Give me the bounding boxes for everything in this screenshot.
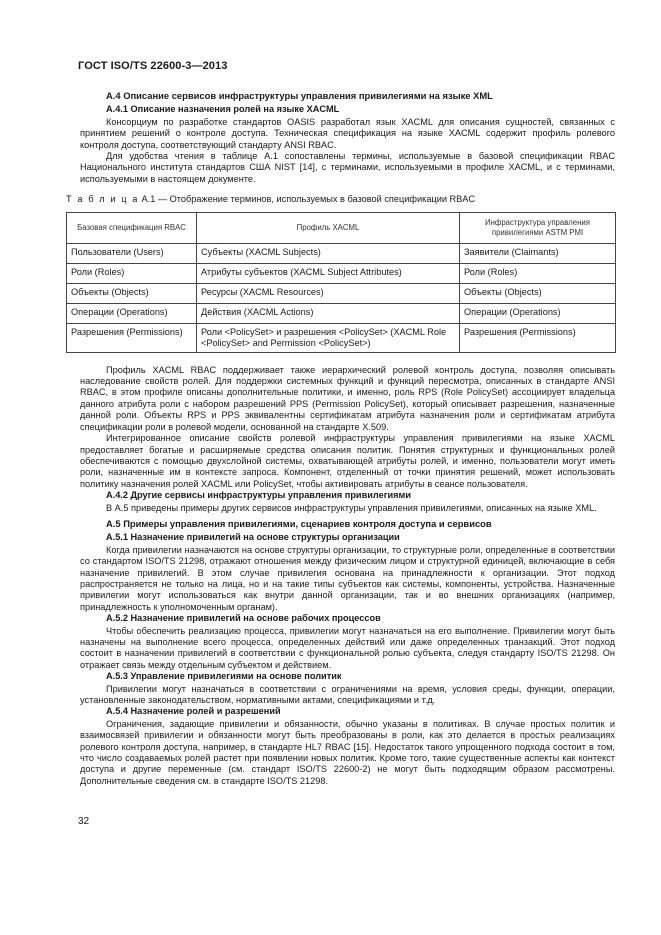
page-number: 32 bbox=[78, 816, 90, 827]
table-cell: Атрибуты субъектов (XACML Subject Attributes) bbox=[197, 263, 460, 283]
section-a52-heading: A.5.2 Назначение привилегий на основе рабочих процессов bbox=[106, 613, 381, 624]
table-caption bbox=[66, 194, 615, 205]
table-cell: Операции (Operations) bbox=[460, 303, 616, 323]
table-cell: Операции (Operations) bbox=[67, 303, 197, 323]
header-rbac: Базовая спецификация RBAC bbox=[67, 212, 197, 243]
a41-paragraph-1: Консорциум по разработке стандартов OASIS разработал язык XACML для описания сущностей, связанных с принятием решений о контроле доступа. Техническая спецификация на языке XACML содержит профиль ролевого контроля доступа, соответствующий стандарту ANSI RBAC. bbox=[80, 116, 615, 150]
section-a41-heading: A.4.1 Описание назначения ролей на языке XACML bbox=[106, 104, 340, 115]
a53-paragraph: Привилегии могут назначаться в соответствии с ограничениями на время, условия среды, функции, операции, установленные законодательством, нормативными актами, спецификациями и т.д. bbox=[80, 683, 615, 706]
table-row bbox=[67, 323, 616, 352]
table-cell: Субъекты (XACML Subjects) bbox=[197, 243, 460, 263]
header-pmi: Инфраструктура управления привилегиями ASTM PMI bbox=[460, 212, 616, 243]
section-a42-heading: A.4.2 Другие сервисы инфраструктуры управления привилегиями bbox=[106, 490, 411, 501]
table-cell: Роли <PolicySet> и разрешения <PolicySet> (XACML Role <PolicySet> and Permission <PolicySet>) bbox=[197, 323, 460, 352]
section-a51-heading: A.5.1 Назначение привилегий на основе структуры организации bbox=[106, 532, 400, 543]
table-cell: Заявители (Claimants) bbox=[460, 243, 616, 263]
table-cell: Пользователи (Users) bbox=[67, 243, 197, 263]
table-cell: Роли (Roles) bbox=[67, 263, 197, 283]
table-cell: Роли (Roles) bbox=[460, 263, 616, 283]
section-a53-heading: A.5.3 Управление привилегиями на основе политик bbox=[106, 671, 342, 682]
table-cell: Действия (XACML Actions) bbox=[197, 303, 460, 323]
page-content bbox=[66, 90, 615, 787]
table-row bbox=[67, 243, 616, 263]
integrated-description-paragraph: Интегрированное описание свойств ролевой инфраструктуры управления привилегиями на языке XACML предоставляет богатые и расширяемые средства описания политик. Понятия структурных и функциональных ролей обеспечиваются с помощью двухслойной системы, охватывающей атрибуты ролей, и именно, пользователи могут иметь роли, назначенные им в контексте запроса. Компонент, отделенный от точки принятия решений, может использовать политику назначения ролей XACML или PolicySet, чтобы активировать атрибуты в сеансе пользователя. bbox=[80, 433, 615, 489]
table-cell: Разрешения (Permissions) bbox=[460, 323, 616, 352]
section-a4-heading: A.4 Описание сервисов инфраструктуры управления привилегиями на языке XML bbox=[106, 90, 493, 101]
a51-paragraph: Когда привилегии назначаются на основе структуры организации, то структурные роли, определенные в соответствии со стандартом ISO/TS 21298, отражают отношения между физическим лицом и структурной единицей, включающие в себя назначение привилегий. В этом случае привилегия основана на принадлежности к организации. Этот подход распространяется не только на лица, но и на такие типы субъектов как системы, компоненты, устройства. Назначенные привилегии могут использоваться как внутри данной организации, так и во внешних организациях (например, принадлежность к уполномоченным органам). bbox=[80, 544, 615, 612]
table-caption-label: Т а б л и ц а bbox=[66, 194, 139, 205]
section-a5-heading: A.5 Примеры управления привилегиями, сценариев контроля доступа и сервисов bbox=[106, 517, 492, 529]
table-row bbox=[67, 263, 616, 283]
header-xacml: Профиль XACML bbox=[197, 212, 460, 243]
terms-mapping-table bbox=[66, 212, 616, 353]
a42-paragraph: В А.5 приведены примеры других сервисов инфраструктуры управления привилегиями, описанных на языке XML. bbox=[106, 502, 597, 513]
xacml-rbac-paragraph: Профиль XACML RBAC поддерживает также иерархический ролевой контроль доступа, позволяя описывать наследование свойств ролей. Для поддержки системных функций и функций пересмотра, описанных в стандарте ANSI RBAC, в этом профиле описаны дополнительные политики, и именно, роль RPS (Role PolicySet) ассоциирует владельца данного атрибута роли с набором разрешений PPS (Permission PolicySet), который описывает разрешения, назначенные данной роли. Объекты RPS и PPS эквивалентны сертификатам атрибута назначения роли и сертификатам атрибута спецификации роли в ролевой модели, основанной на стандарте X.509. bbox=[80, 364, 615, 432]
standard-header: ГОСТ ISO/TS 22600-3—2013 bbox=[78, 60, 228, 72]
a54-paragraph: Ограничения, задающие привилегии и обязанности, обычно указаны в политиках. В случае простых политик и взаимосвязей привилегии и обязанности могут быть преобразованы в роли, как это делается в простых реализациях ролевого контроля доступа, например, в стандарте HL7 RBAC [15]. Недостаток такого упрощенного подхода состоит в том, что число создаваемых ролей растет при появлении новых политик. Кроме того, такие существенные аспекты как контекст доступа и другие переменные (см. стандарт ISO/TS 22600-2) не могут быть подходящим образом рассмотрены. Дополнительные сведения см. в стандарте ISO/TS 21298. bbox=[80, 718, 615, 786]
table-cell: Объекты (Objects) bbox=[67, 283, 197, 303]
a41-paragraph-2: Для удобства чтения в таблице А.1 сопоставлены термины, используемые в базовой спецификации RBAC Национального института стандартов США NIST [14], с терминами, используемыми в профиле XACML, и с терминами, используемыми в настоящем документе. bbox=[80, 151, 615, 184]
table-cell: Ресурсы (XACML Resources) bbox=[197, 283, 460, 303]
table-row bbox=[67, 303, 616, 323]
section-a54-heading: A.5.4 Назначение ролей и разрешений bbox=[106, 706, 281, 717]
table-cell: Объекты (Objects) bbox=[460, 283, 616, 303]
table-cell: Разрешения (Permissions) bbox=[67, 323, 197, 352]
table-row bbox=[67, 283, 616, 303]
table-header-row bbox=[67, 212, 616, 243]
a52-paragraph: Чтобы обеспечить реализацию процесса, привилегии могут назначаться на его выполнение. Привилегии могут быть назначены на выполнение всего процесса, определенных действий или даже определенных транзакций. Этот подход состоит в назначении привилегий в соответствии с функциональной ролью субъекта, следуя стандарту ISO/TS 21298. Он отражает связь между отдельным субъектом и действием. bbox=[80, 625, 615, 670]
table-caption-text: А.1 — Отображение терминов, используемых в базовой спецификации RBAC bbox=[141, 194, 476, 205]
